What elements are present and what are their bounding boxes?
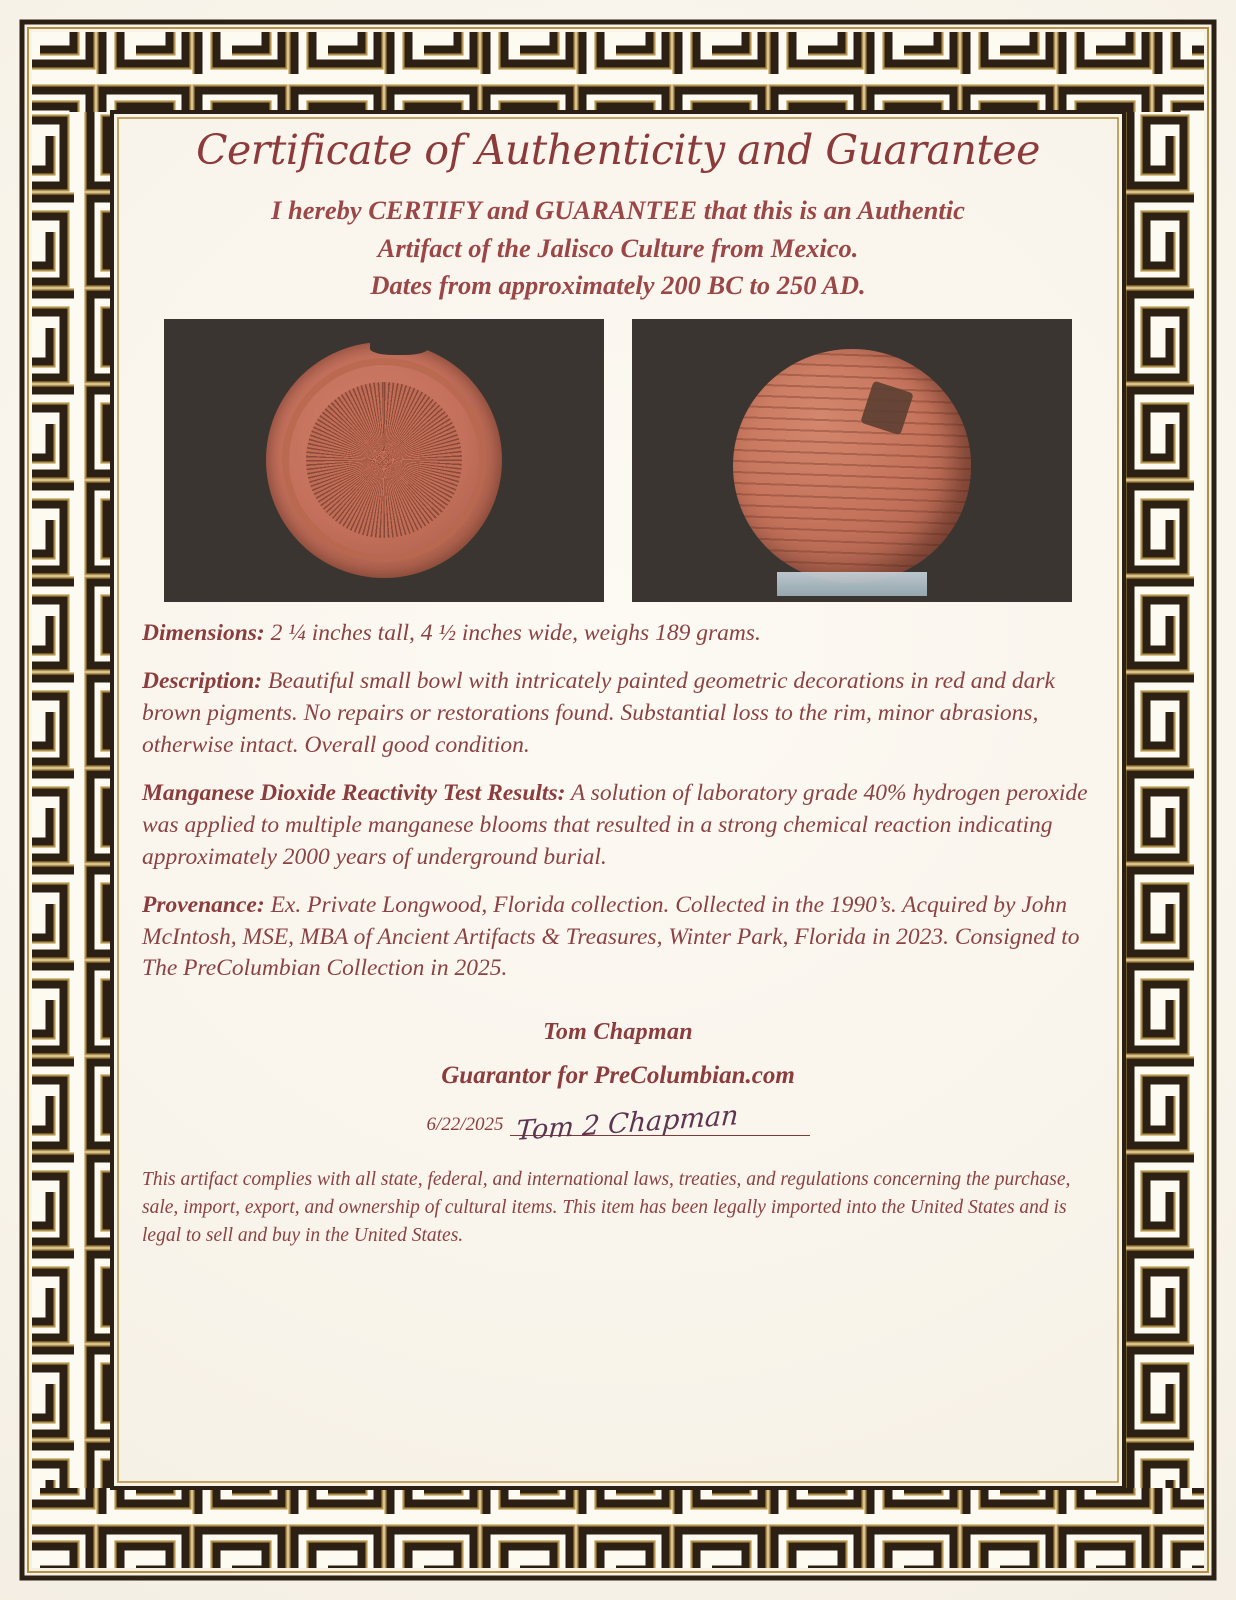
section-manganese-test [142,778,1094,874]
artifact-photo-exterior-view [632,319,1072,602]
section-provenance [142,890,1094,986]
section-description [142,666,1094,762]
manganese-bloom-spot [860,381,914,436]
page-title: Certificate of Authenticity and Guarantee [196,126,1040,174]
signature-date: 6/22/2025 [426,1114,504,1136]
section-dimensions-label: Dimensions: [142,619,265,646]
artifact-photo-interior-view [164,319,604,602]
signature-block [142,1019,1094,1148]
guarantor-role: Guarantor for PreColumbian.com [441,1062,795,1090]
legal-disclaimer: This artifact complies with all state, federal, and international laws, treaties, and regulations concerning the purchase, sale, import, export, and ownership of cultural items. This item has been legally imported into the United States and is legal to sell and buy in the United States. [142,1169,1071,1246]
photo-inner-exterior [632,319,1072,602]
bowl-exterior-illustration [733,349,971,583]
certify-line-3: Dates from approximately 200 BC to 250 AD. [370,270,866,301]
handwritten-signature: Tom 2 Chapman [514,1100,739,1148]
certify-line-1: I hereby CERTIFY and GUARANTEE that this is an Authentic [271,195,965,225]
bowl-geometric-motif [324,423,444,497]
certificate-content [108,92,1128,1508]
section-provenance-label: Provenance: [142,891,265,918]
section-description-label: Description: [142,667,263,694]
rim-loss-area [370,339,428,355]
artifact-photo-row [142,319,1094,602]
bowl-interior-illustration [266,342,502,578]
section-manganese-test-label: Manganese Dioxide Reactivity Test Results: [142,779,566,806]
guarantor-name: Tom Chapman [543,1019,693,1046]
section-manganese-test-text: A solution of laboratory grade 40% hydrogen peroxide was applied to multiple manganese blooms that resulted in a strong chemical reaction indicating approximately 2000 years of underground burial. [142,779,1088,870]
signature-line-row [142,1100,1094,1148]
section-dimensions-text: 2 ¼ inches tall, 4 ½ inches wide, weighs 189 grams. [264,619,761,646]
section-description-text: Beautiful small bowl with intricately painted geometric decorations in red and dark brown pigments. No repairs or restorations found. Substantial loss to the rim, minor abrasions, otherwise intact. Overall good condition. [142,667,1055,758]
signature-rule [510,1100,810,1148]
display-stand [777,572,927,596]
certify-statement [142,192,1094,305]
section-dimensions [142,618,1094,650]
photo-inner-interior [164,319,604,602]
section-provenance-text: Ex. Private Longwood, Florida collection. Collected in the 1990’s. Acquired by John McIntosh, MSE, MBA of Ancient Artifacts & Treasures, Winter Park, Florida in 2023. Consigned to The PreColumbian Collection in 2025. [142,891,1080,982]
certify-line-2: Artifact of the Jalisco Culture from Mexico. [377,232,859,263]
